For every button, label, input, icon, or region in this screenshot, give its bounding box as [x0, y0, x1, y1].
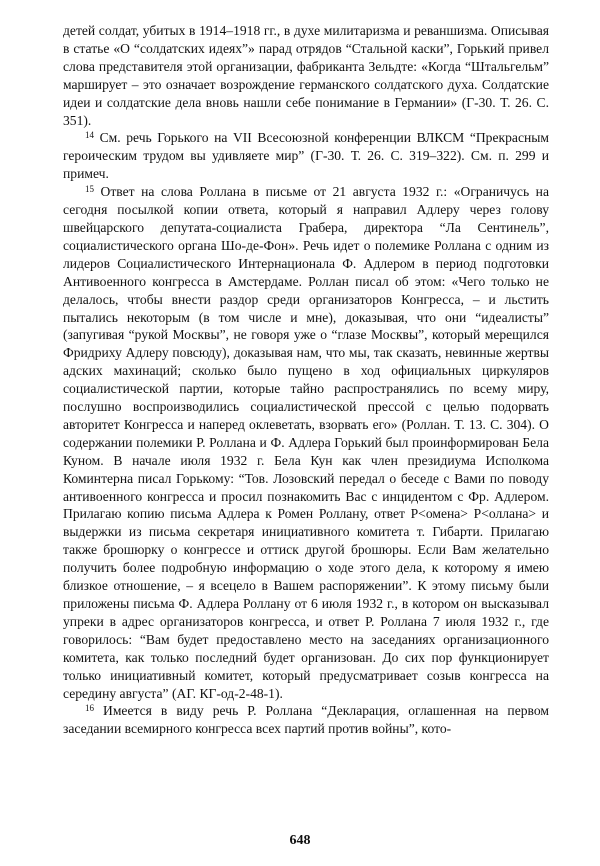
- footnote-number: 14: [85, 130, 94, 141]
- footnote-14: [63, 129, 549, 183]
- paragraph-continuation: [63, 22, 549, 129]
- footnote-15: [63, 183, 549, 702]
- footnote-text: Ответ на слова Роллана в письме от 21 августа 1932 г.: «Ограничусь на сегодня посылкой копии ответа, который я направил Адлеру через голову швейцарского депутата-социалиста Грабера, директора “Ла Сентинель”, социалистического органа Шо-де-Фон». Речь идет о полемике Роллана с одним из лидеров Социалистического Интернационала Ф. Адлером в период подготовки Антивоенного конгресса в Амстердаме. Роллан писал об этом: «Чего только не делалось, чтобы внести раздор среди организаторов Конгресса, – и льстить пытались некоторым (в том числе и мне), доказывая, что они “идеалисты” (запугивая “рукой Москвы”, не говоря уже о “глазе Москвы”, который мерещился Фридриху Адлеру повсюду), доказывая нам, что мы, так сказать, невинные жертвы адских махинаций; сколько было пущено в ход официальных циркуляров социалистической партии, которые тайно распространялись по всему миру, послушно воспроизводились социалистической прессой с целью подорвать авторитет Конгресса и наперед оклеветать, взорвать его» (Роллан. Т. 13. С. 304). О содержании полемики Р. Роллана и Ф. Адлера Горький был проинформирован Бела Куном. В начале июля 1932 г. Бела Кун как член президиума Исполкома Коминтерна писал Горькому: “Тов. Лозовский передал о беседе с Вами по поводу антивоенного конгресса и просил познакомить Вас с инцидентом с Фр. Адлером. Прилагаю копию письма Адлера к Ромен Роллану, ответ Р<омена> Р<оллана> и выдержки из письма секретаря инициативного комитета т. Гибарти. Прилагаю также брошюрку о конгрессе и оттиск другой брошюры. Если Вам желательно получить более подробную информацию о ходе этого дела, к которому я имею близкое отношение, – я всецело в Вашем распоряжении”. К этому письму были приложены письма Ф. Адлера Роллану от 6 июля 1932 г., в котором он высказывал упреки в адрес организаторов конгресса, и ответ Р. Роллана 7 июля 1932 г., где говорилось: “Вам будет предоставлено место на заседаниях организационного комитета, как только последний будет организован. До сих пор функционирует только инициативный комитет, который предусматривает созыв конгресса на середину августа” (АГ. КГ-од-2-48-1).: [63, 184, 549, 701]
- footnote-16: [63, 702, 549, 738]
- page-text-block: [63, 22, 549, 738]
- footnote-text: См. речь Горького на VII Всесоюзной конференции ВЛКСМ “Прекрасным героическим трудом вы удивляете мир” (Г-30. Т. 26. С. 319–322). См. п. 299 и примеч.: [63, 130, 549, 182]
- page-number: 648: [289, 833, 311, 848]
- footnote-text: Имеется в виду речь Р. Роллана “Декларация, оглашенная на первом заседании всемирного конгресса всех партий против войны”, кото-: [63, 703, 549, 737]
- paragraph-text: детей солдат, убитых в 1914–1918 гг., в духе милитаризма и реваншизма. Описывая в статье «О “солдатских идеях”» парад отрядов “Стальной каски”, Горький привел слова представителя этой организации, фабриканта Зельдте: «Когда “Штальгельм” марширует – это означает возрождение германского солдатского духа. Солдатские идеи и солдатские дела вновь нашли себе понимание в Германии» (Г-30. Т. 26. С. 351).: [63, 23, 549, 128]
- footnote-number: 16: [85, 703, 94, 714]
- footnote-number: 15: [85, 184, 94, 195]
